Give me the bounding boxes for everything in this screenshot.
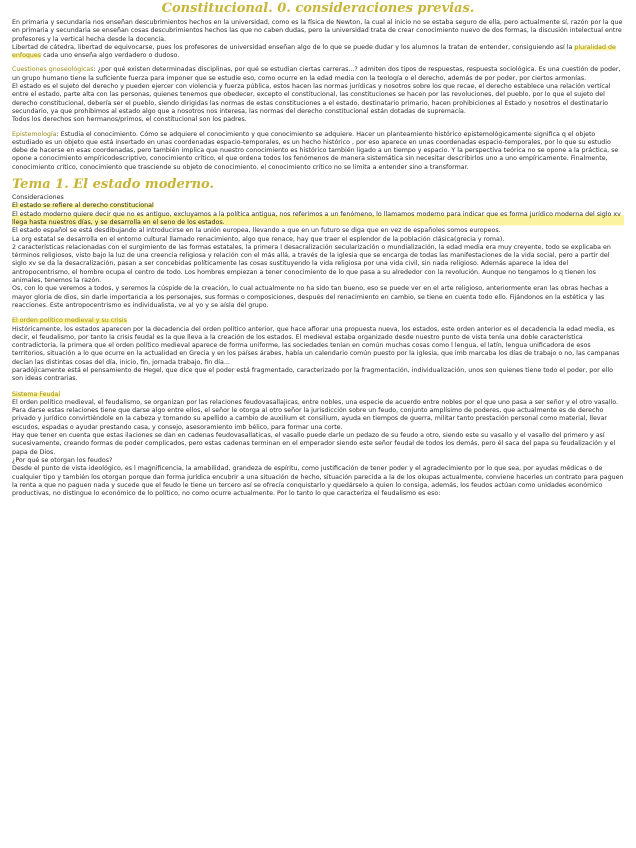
- text: Libertad de cátedra, libertad de equivocarse, pues los profesores de universidad enseñan algo de lo que se puede dudar y los alumnos la tratan de entender, consiguiendo así la: [12, 43, 575, 51]
- feudal-heading: [12, 391, 624, 399]
- crisis-paragraph: Históricamente, los estados aparecen por la decadencia del orden político anterior, que hace aflorar una propuesta nueva, los estados, este orden anterior es el decadencia la edad media, es decir, el feudalismo, por tanto la crisis feudal es la que lleva a la creación de los estados. El medieval estaba organizado desde nuestro punto de vista tenía una doble característica contradictoria, la primera que el orden político medieval aparece de forma uniforme, las sociedades tenían en común muchas cosas como l lengua, el latín, lengua unificadora de esos territorios, situación a lo que ocurre en la actualidad en Grecia y en los países árabes, había un calendario común puesto por la iglesia, que imb marcaba los días de trabajo o no, las campanas decían las distintas cosas del día, inicio, fin, jornada trabajo, fin día...: [12, 325, 620, 366]
- intro-paragraph-1: En primaria y secundaria nos enseñan descubrimientos hechos en la universidad, como es la física de Newton, la cual al inicio no se estaba seguro de ella, pero actualmente sí, razón por la que en primaria y secundaria se enseñan cosas descubrimientos hechos las que no caben dudas, pero la universidad trata de crear conocimiento nuevo de dos formas, la discusión intelectual entre profesores y la vertical hecha desde la docencia.: [12, 19, 623, 43]
- text: : Estudia el conocimiento. Cómo se adquiere el conocimiento y que conocimiento se adquiere. Hacer un planteamiento histórico epistemológicamente significa q el objeto estudiado es un objeto que está insertado en unas coordenadas espacio-temporales, es un hecho histórico , por eso aparece en unas coordenadas espacio-temporales, por lo que su estudio debe de hacerse en esas coordenadas, pero también implica que nuestro conocimiento es histórico también ligado a un tiempo y espacio. Y la perspectiva teórica no se opone a la práctica, se opone a conocimiento empíricodescriptivo, conocimiento crítico, el que ordena todos los fenómenos de manera sistemática sin necesitar describirlos uno a uno empíricamente. Finalmente, conocimiento crítico, conocimiento que trasciende su objeto de conocimiento. el conocimiento crítico no se limita a entender sino a transformar.: [12, 130, 619, 171]
- considerations-line: [12, 202, 624, 210]
- anthropocentrism-paragraph: Os, con lo que veremos a todos, y seremos la cúspide de la creación, lo cual actualmente no ha sido tan bueno, eso se puede ver en el arte religioso, anteriormente eran las obras hechas a mayor gloria de dios, sin darle importancia a los personajes, sus formas o composiciones, después del renacimiento en cambio, se tiene en cuenta todo ello. Fijándonos en la estética y las reacciones. Este antropocentrismo es individualista, ve al yo y se aísla del grupo.: [12, 285, 609, 309]
- highlight: pluralidad de enfoques: [12, 43, 616, 60]
- rights-paragraph: Todos los derechos son hermanos/primos, el constitucional son los padres.: [12, 116, 247, 124]
- question-line: ¿Por qué se otorgan los feudos?: [12, 456, 113, 464]
- intro-paragraph-2: [12, 44, 624, 61]
- gnoseology-paragraph: [12, 66, 624, 83]
- renaissance-paragraph: La org estatal se desarrolla en el entorno cultural llamado renacimiento, algo que renace, hay que traer el esplendor de la población clásica(grecia y roma).: [12, 235, 505, 243]
- ideology-paragraph: Desde el punto de vista ideológico, es l magnificencia, la amabilidad, grandeza de espíritu, como justificación de tener poder y el agradecimiento por lo que sea, por ayudas médicas o de cualquier tipo y también los otorgan porque dan forma jurídica encubrir a una situación de hecho, situación parecida a la de los okupas actualmente, conviene hacerles un contrato para paguen la renta a que no paguen nada y sucede que el feudo le tiene un tercero así se ofrecía conquistarlo y quedárselo a quien lo consiga, además, los feudos actúan como unidades económico productivas, no distingue lo económico de lo político, no como ocurre actualmente. Por lo tanto lo que caracteriza el feudalismo es eso:: [12, 465, 624, 498]
- considerations-heading: Consideraciones: [12, 194, 64, 202]
- epistemology-paragraph: [12, 131, 624, 172]
- modern-state-paragraph: El estado moderno quiere decir que no es antiguo, excluyamos a la política antigua, nos referimos a un fenómeno, lo llamamos moderno para indicar que es forma jurídico moderna del siglo xv llega hasta nuestros días, y se desarrolla en el seno de los estados.: [12, 211, 624, 228]
- spanish-state-paragraph: El estado español se está desdibujando al introducirse en la unión europea, llevando a que en un futuro se diga que en vez de españoles somos europeos.: [12, 227, 501, 235]
- page-title: Constitucional. 0. consideraciones previas.: [161, 1, 475, 16]
- section-label: Epistemología: [12, 130, 57, 138]
- highlight: El orden político medieval y su crisis: [12, 317, 127, 325]
- section-title: Tema 1. El estado moderno.: [12, 177, 214, 193]
- highlight: Sistema Feudal: [12, 390, 61, 398]
- highlight: El estado se refiere al derecho constitucional: [12, 202, 154, 210]
- characteristics-paragraph: 2 características relacionadas con el surgimiento de las formas estatales, la primera l desacralización secularización o mundialización, la edad media era muy creyente, todo se explicaba en términos religiosos, visto bajo la luz de una creencia religiosa y relación con el más allá, a través de la iglesia que se encarga de todas las manifestaciones de la vida social, pero a partir del siglo xv se da la desacralización, pasan a ser concebidas políticamente las cosas sustituyendo la vida religiosa por una vida civil, sin nada religioso. Además aparece la idea del antropocentrismo, el hombre ocupa el centro de todo. Los hombres empiezan a tener conocimiento de lo que pasa a su alrededor con la revolución. Aunque no tengamos lo q tienen los animales, tenemos la razón.: [12, 243, 611, 285]
- crisis-heading: [12, 317, 624, 325]
- text: cada uno enseña algo verdadero o dudoso.: [41, 52, 180, 60]
- hegel-paragraph: paradójicamente está el pensamiento de Hegel, que dice que el poder está fragmentado, caracterizado por la fragmentación, individualización, unos son quienes tiene todo el poder, por ello son ideas contrarias.: [12, 366, 613, 383]
- chains-paragraph: Hay que tener en cuenta que estas ilaciones se dan en cadenas feudovasallaticas, el vasallo puede darle un pedazo de su feudo a otro, siendo este su vasallo y el vasallo del primero y así sucesivamente, creando formas de poder complicados, pero estas cadenas terminan en el emperador siendo este señor feudal de todos los demás, pero él saca del papa su feudalización y el papa de Dios.: [12, 432, 616, 456]
- state-paragraph: El estado es el sujeto del derecho y pueden ejercer con violencia y fuerza pública, estos hacen las normas jurídicas y nosotros sobre los que recae, el derecho establece una relación vertical entre el estado, parte alta con las personas, quienes tenemos que obedecer, excepto el constitucional, las constituciones se hacen por las revoluciones, del pueblo, por lo que el sujeto del derecho constitucional, debería ser el pueblo, siendo dirigidas las normas de estas constituciones a el estado, destinatario primario, hacen prohibiciones al Estado y nosotros el destinatario secundario, ya que prohibimos al estado algo que a nosotros nos interesa, las normas del derecho constitucional están dotadas de supremacía.: [12, 83, 611, 115]
- text: : ¿por qué existen determinadas disciplinas, por qué se estudian ciertas carreras...? admiten dos tipos de respuestas, respuesta sociológica. Es una cuestión de poder, un grupo humano tiene la suficiente fuerza para imponer que se estudie eso, como ocurre en la edad media con la teología o el derecho, además de por poder, por ciertos armonías.: [12, 66, 621, 82]
- feudal-paragraph: El orden político medieval, el feudalismo, se organizan por las relaciones feudovasallajicas, entre nobles, una especie de acuerdo entre nobles por el que uno pasa a ser señor y el otro vasallo. Para darse estas relaciones tiene que darse algo entre ellos, el señor le otorga al otro señor la jurisdicción sobre un feudo, conjunto amplísimo de poderes, que actualmente es de derecho privado y jurídico convirtiéndole en la cabeza y tomando su apellido a cambio de auxilium et consilium, ayuda en tiempos de guerra, militar tanto prestación personal como material, llevar escudos, espadas o ayudar prestando casa, y consejo, asesoramiento imb bélico, para formar una corte.: [12, 398, 618, 431]
- section-label: Cuestiones gnoseológicas: [12, 66, 94, 74]
